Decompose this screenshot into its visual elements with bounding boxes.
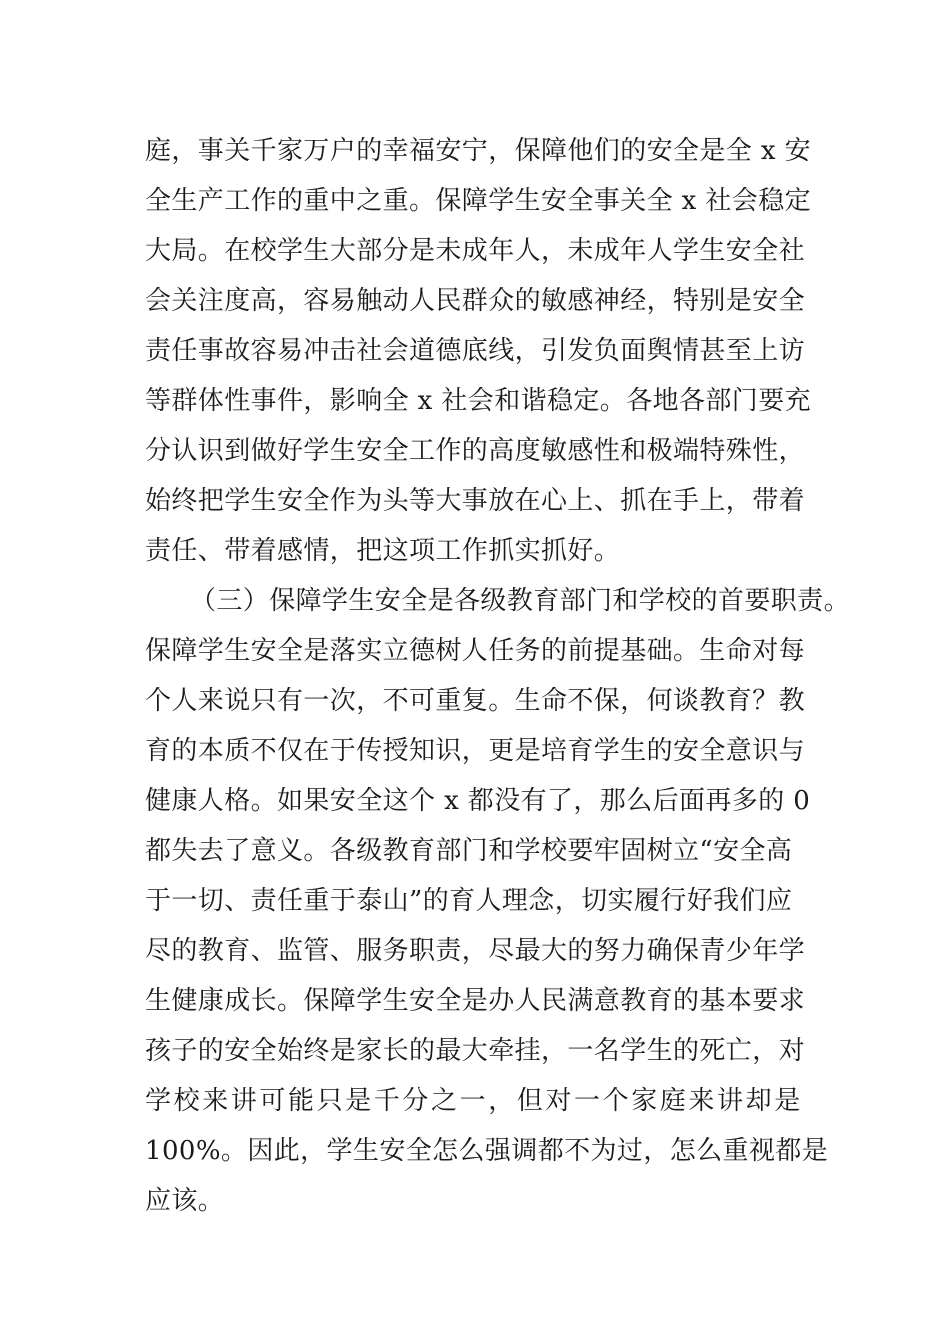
text-line: 应该。 <box>145 1186 225 1216</box>
text-line: 庭，事关千家万户的幸福安宁，保障他们的安全是全 x 安 <box>145 136 811 166</box>
text-line: 分认识到做好学生安全工作的高度敏感性和极端特殊性， <box>145 436 806 466</box>
text-line: 个人来说只有一次，不可重复。生命不保，何谈教育？教 <box>145 686 806 716</box>
text-line: 责任事故容易冲击社会道德底线，引发负面舆情甚至上访 <box>145 336 806 366</box>
text-line: 责任、带着感情，把这项工作抓实抓好。 <box>145 536 621 566</box>
text-line: 孩子的安全始终是家长的最大牵挂，一名学生的死亡，对 <box>145 1036 806 1066</box>
text-line: 100%。因此，学生安全怎么强调都不为过，怎么重视都是 <box>145 1136 829 1166</box>
text-line: 尽的教育、监管、服务职责，尽最大的努力确保青少年学 <box>145 936 806 966</box>
text-line: 学校来讲可能只是千分之一，但对一个家庭来讲却是 <box>145 1086 803 1116</box>
text-line: 会关注度高，容易触动人民群众的敏感神经，特别是安全 <box>145 286 806 316</box>
text-line: 始终把学生安全作为头等大事放在心上、抓在手上，带着 <box>145 486 806 516</box>
text-line: 保障学生安全是落实立德树人任务的前提基础。生命对每 <box>145 636 806 666</box>
body-text <box>145 126 851 1226</box>
text-line: 于一切、责任重于泰山”的育人理念，切实履行好我们应 <box>145 886 793 916</box>
text-line: 生健康成长。保障学生安全是办人民满意教育的基本要求 <box>145 986 806 1016</box>
text-line: 等群体性事件，影响全 x 社会和谐稳定。各地各部门要充 <box>145 386 811 416</box>
text-line: 大局。在校学生大部分是未成年人，未成年人学生安全社 <box>145 236 806 266</box>
text-line: 健康人格。如果安全这个 x 都没有了，那么后面再多的 0 <box>145 786 811 816</box>
text-line: 都失去了意义。各级教育部门和学校要牢固树立“安全高 <box>145 836 793 866</box>
text-line: 育的本质不仅在于传授知识，更是培育学生的安全意识与 <box>145 736 806 766</box>
section-heading-line: （三）保障学生安全是各级教育部门和学校的首要职责。 <box>190 586 851 616</box>
text-line: 全生产工作的重中之重。保障学生安全事关全 x 社会稳定 <box>145 186 811 216</box>
